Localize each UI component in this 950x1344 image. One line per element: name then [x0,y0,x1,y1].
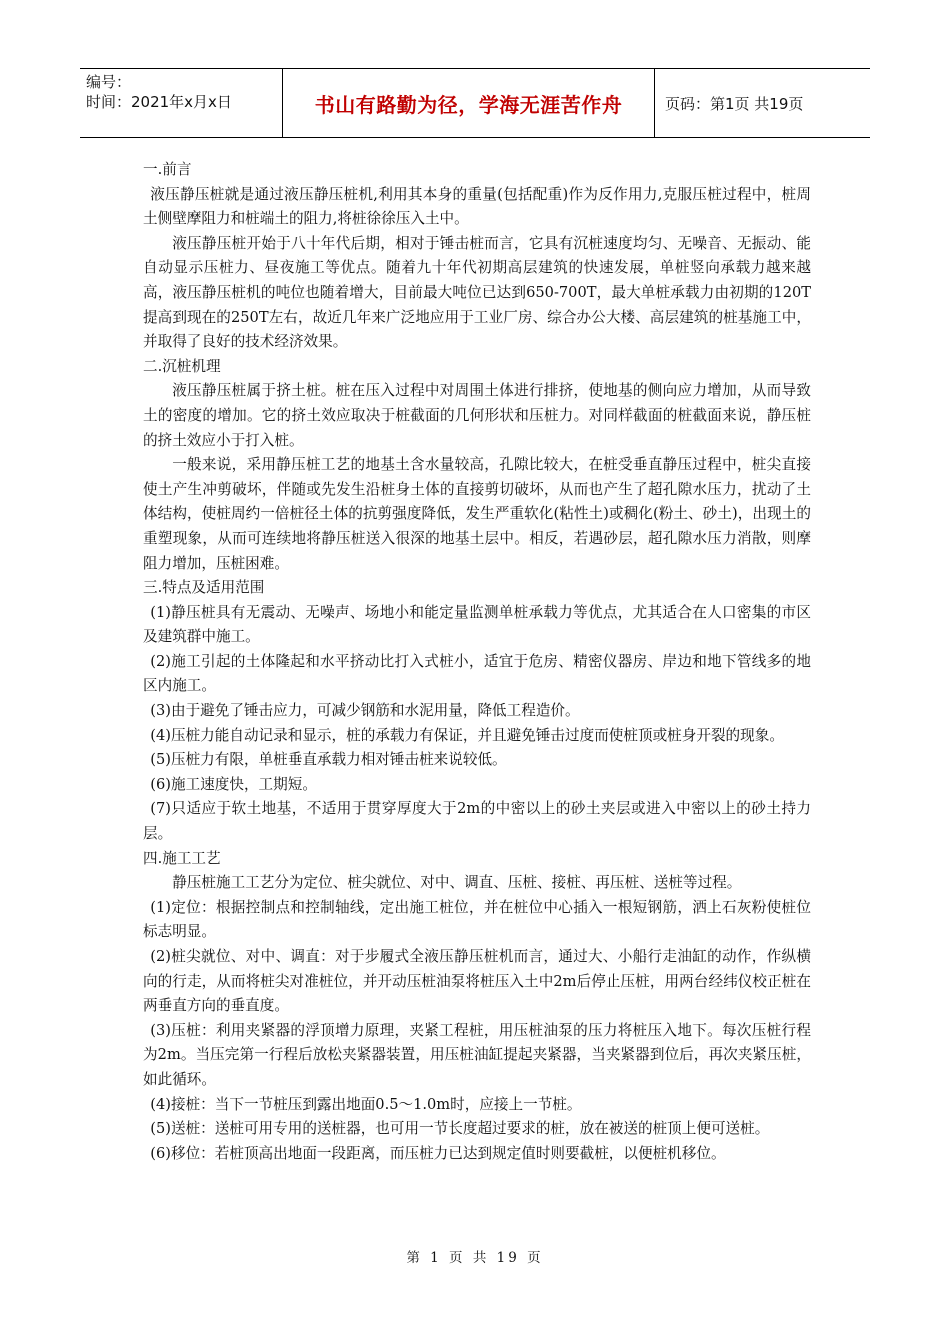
document-header [80,68,870,138]
list-item: (6)移位：若桩顶高出地面一段距离，而压桩力已达到规定值时则要截桩，以便桩机移位。 [150,1144,726,1162]
paragraph: 液压静压桩就是通过液压静压桩机,利用其本身的重量(包括配重)作为反作用力,克服压桩过程中，桩周土侧壁摩阻力和桩端土的阻力,将桩徐徐压入土中。 [143,185,811,228]
list-item: (1)定位：根据控制点和控制轴线，定出施工桩位，并在桩位中心插入一根短钢筋，洒上石灰粉使桩位标志明显。 [143,898,811,941]
number-label: 编号： [86,73,132,91]
list-item: (3)由于避免了锤击应力，可减少钢筋和水泥用量，降低工程造价。 [150,702,580,720]
paragraph: 静压桩施工工艺分为定位、桩尖就位、对中、调直、压桩、接桩、再压桩、送桩等过程。 [172,874,742,892]
page-footer: 第 1 页 共 19 页 [406,1250,544,1266]
list-item: (2)桩尖就位、对中、调直：对于步履式全液压静压桩机而言，通过大、小船行走油缸的动作，作纵横向的行走，从而将桩尖对准桩位，并开动压桩油泵将桩压入土中2m后停止压桩，用两台经纬仪校正桩在两垂直方向的垂直度。 [143,948,811,1015]
time-label: 时间：2021年x月x日 [86,93,232,111]
section-heading: 一.前言 [143,161,192,178]
document-body [143,158,811,1166]
section-heading: 二.沉桩机理 [143,357,221,375]
list-item: (5)压桩力有限，单桩垂直承载力相对锤击桩来说较低。 [150,751,507,769]
list-item: (3)压桩：利用夹紧器的浮顶增力原理，夹紧工程桩，用压桩油泵的压力将桩压入地下。每次压桩行程为2m。当压完第一行程后放松夹紧器装置，用压桩油缸提起夹紧器，当夹紧器到位后，再次夹紧压桩，如此循环。 [143,1021,811,1088]
list-item: (4)压桩力能自动记录和显示，桩的承载力有保证，并且避免锤击过度而使桩顶或桩身开裂的现象。 [150,726,784,744]
list-item: (5)送桩：送桩可用专用的送桩器，也可用一节长度超过要求的桩，放在被送的桩顶上便可送桩。 [150,1120,770,1138]
paragraph: 一般来说，采用静压桩工艺的地基土含水量较高，孔隙比较大，在桩受垂直静压过程中，桩尖直接使土产生冲剪破坏，伴随或先发生沿桩身土体的直接剪切破坏，从而也产生了超孔隙水压力，扰动了土体结构，使桩周约一倍桩径土体的抗剪强度降低，发生严重软化(粘性土)或稠化(粉土、砂土)，出现土的重塑现象，从而可连续地将静压桩送入很深的地基土层中。相反，若遇砂层，超孔隙水压力消散，则摩阻力增加，压桩困难。 [143,456,811,572]
list-item: (4)接桩：当下一节桩压到露出地面0.5～1.0m时，应接上一节桩。 [150,1095,582,1113]
section-heading: 四.施工工艺 [143,849,221,867]
paragraph: 液压静压桩开始于八十年代后期，相对于锤击桩而言，它具有沉桩速度均匀、无噪音、无振动、能自动显示压桩力、昼夜施工等优点。随着九十年代初期高层建筑的快速发展，单桩竖向承载力越来越高，液压静压桩机的吨位也随着增大，目前最大吨位已达到650-700T，最大单桩承载力由初期的120T提高到现在的250T左右，故近几年来广泛地应用于工业厂房、综合办公大楼、高层建筑的桩基施工中，并取得了良好的技术经济效果。 [143,234,811,351]
list-item: (2)施工引起的土体隆起和水平挤动比打入式桩小，适宜于危房、精密仪器房、岸边和地下管线多的地区内施工。 [143,652,811,695]
section-heading: 三.特点及适用范围 [143,579,265,597]
header-meta-cell [80,69,283,137]
motto: 书山有路勤为径，学海无涯苦作舟 [283,69,655,137]
paragraph: 液压静压桩属于挤土桩。桩在压入过程中对周围土体进行排挤，使地基的侧向应力增加，从而导致土的密度的增加。它的挤土效应取决于桩截面的几何形状和压桩力。对同样截面的桩截面来说，静压桩的挤土效应小于打入桩。 [143,382,811,449]
list-item: (1)静压桩具有无震动、无噪声、场地小和能定量监测单桩承载力等优点，尤其适合在人口密集的市区及建筑群中施工。 [143,603,811,646]
page-number-label: 页码：第1页 共19页 [665,94,804,113]
list-item: (7)只适应于软土地基，不适用于贯穿厚度大于2m的中密以上的砂土夹层或进入中密以上的砂土持力层。 [143,800,811,843]
list-item: (6)施工速度快，工期短。 [150,775,317,793]
